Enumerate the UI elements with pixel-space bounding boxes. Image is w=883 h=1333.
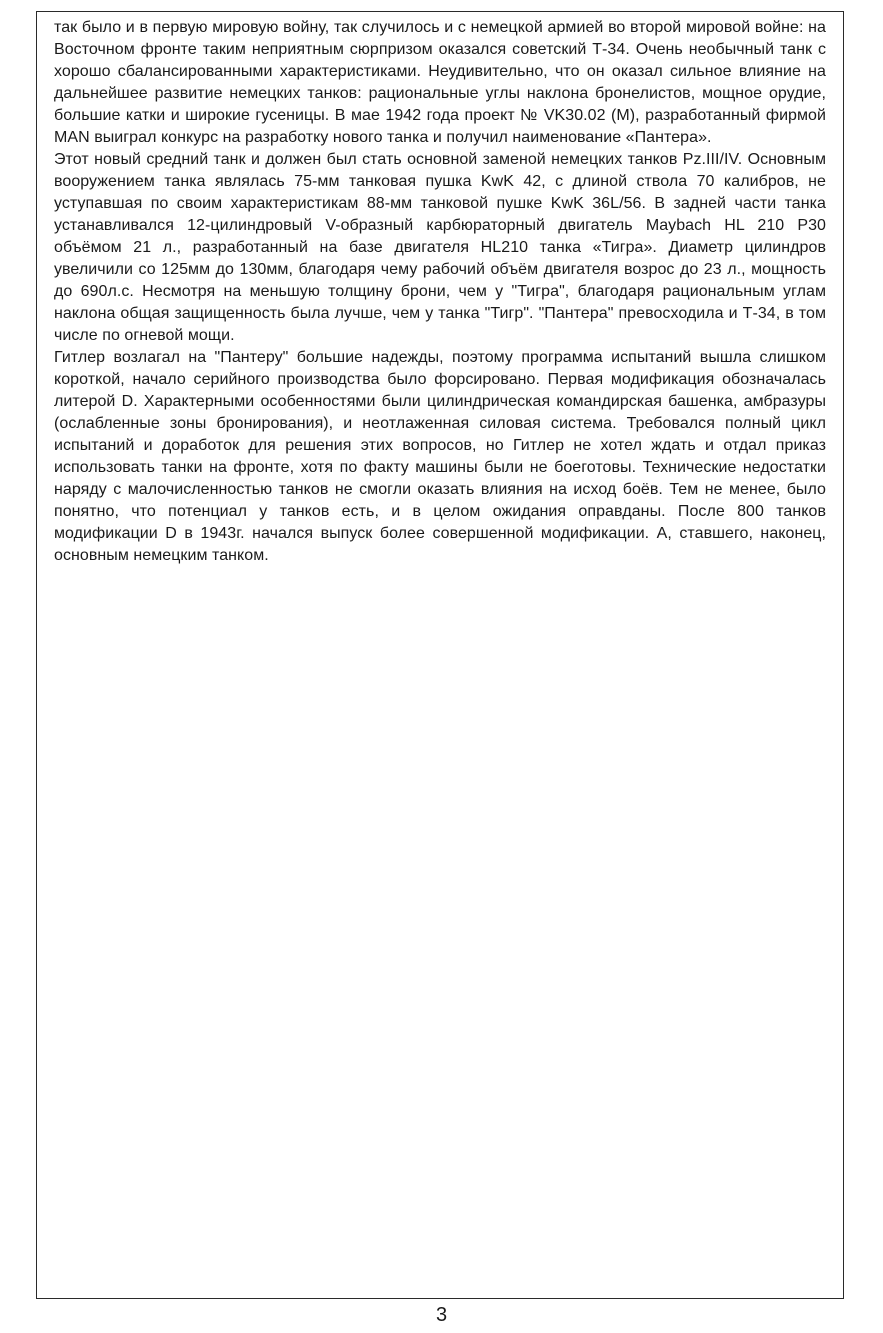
- paragraph-2: Этот новый средний танк и должен был стать основной заменой немецких танков Pz.III/IV. Основным вооружением танка являлась 75-мм танковая пушка KwK 42, с длиной ствола 70 калибров, не уступавшая по своим характеристикам 88-мм танковой пушке KwK 36L/56. В задней части танка устанавливался 12-цилиндровый V-образный карбюраторный двигатель Maybach HL 210 P30 объёмом 21 л., разработанный на базе двигателя HL210 танка «Тигра». Диаметр цилиндров увеличили со 125мм до 130мм, благодаря чему рабочий объём двигателя возрос до 23 л., мощность до 690л.с. Несмотря на меньшую толщину брони, чем у "Тигра", благодаря рациональным углам наклона общая защищенность была лучше, чем у танка "Тигр". "Пантера" превосходила и Т-34, в том числе по огневой мощи.: [54, 151, 826, 344]
- paragraph-1: так было и в первую мировую войну, так случилось и с немецкой армией во второй мировой войне: на Восточном фронте таким неприятным сюрпризом оказался советский Т-34. Очень необычный танк с хорошо сбалансированными характеристиками. Неудивительно, что он оказал сильное влияние на дальнейшее развитие немецких танков: рациональные углы наклона бронелистов, мощное орудие, большие катки и широкие гусеницы. В мае 1942 года проект № VK30.02 (M), разработанный фирмой MAN выиграл конкурс на разработку нового танка и получил наименование «Пантера».: [54, 19, 826, 146]
- page-number: 3: [435, 1304, 448, 1326]
- article-text: [54, 17, 826, 567]
- paragraph-3: Гитлер возлагал на "Пантеру" большие надежды, поэтому программа испытаний вышла слишком короткой, начало серийного производства было форсировано. Первая модификация обозначалась литерой D. Характерными особенностями были цилиндрическая командирская башенка, амбразуры (ослабленные зоны бронирования), и неотлаженная силовая система. Требовался полный цикл испытаний и доработок для решения этих вопросов, но Гитлер не хотел ждать и отдал приказ использовать танки на фронте, хотя по факту машины были не боеготовы. Технические недостатки наряду с малочисленностью танков не смогли оказать влияния на исход боёв. Тем не менее, было понятно, что потенциал у танков есть, и в целом ожидания оправданы. После 800 танков модификации D в 1943г. начался выпуск более совершенной модификации. А, ставшего, наконец, основным немецким танком.: [54, 349, 826, 564]
